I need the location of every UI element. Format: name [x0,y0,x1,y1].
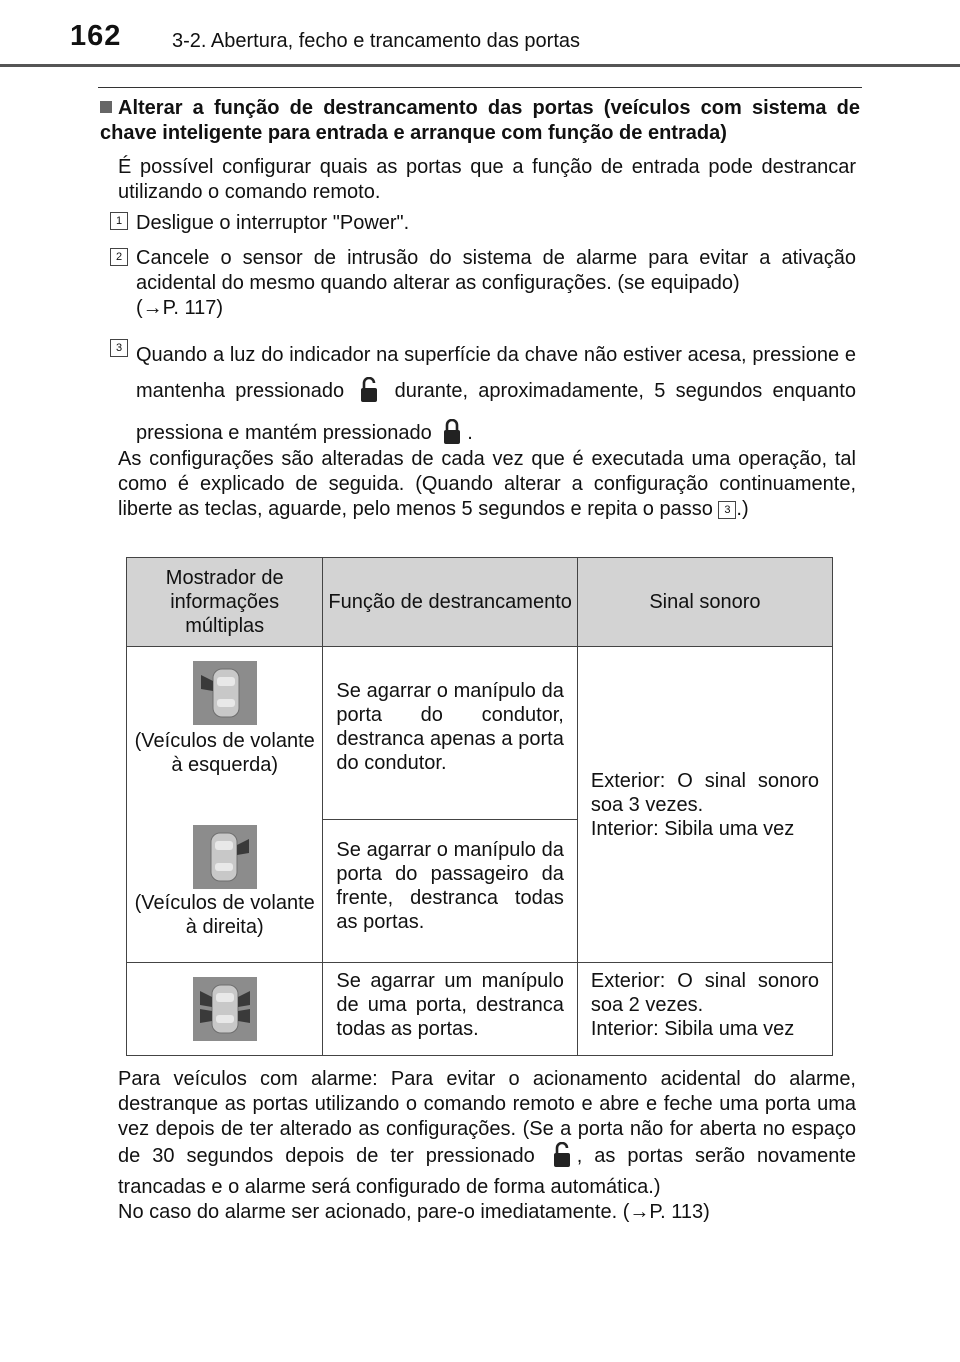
sound-cell [577,963,832,1056]
alarm-note-paragraph [118,1067,856,1225]
section-title: 3-2. Abertura, fecho e trancamento das portas [172,30,581,52]
step-3-number: 3 [110,339,128,357]
heading-text: Alterar a função de destrancamento das portas (veículos com sistema de chave inteligente para entrada e arranque com função de entrada) [100,97,860,144]
passenger-door-display-icon [193,825,257,889]
step-3-text-a: Quando a luz do indicador na superfície da chave não estiver acesa, pressione e mantenha pressionado [136,344,856,402]
table-header-row [127,558,833,647]
column-header-function: Função de destrancamento [323,558,577,647]
note-text: As configurações são alteradas de cada vez que é executada uma operação, tal como é explicado de seguida. (Quando alterar a configuração continuamente, liberte as teclas, aguarde, pelo menos 5 segundos e repita o passo [118,448,856,520]
function-cell [323,820,577,963]
step-3-text [136,337,856,457]
header-divider [0,64,960,67]
alarm-note-text-b: , as portas serão novamente trancadas e o alarme será configurado de forma automática.) [118,1145,857,1198]
function-all-text: Se agarrar um manípulo de uma porta, destranca todas as portas. [336,970,564,1040]
page-number: 162 [70,20,122,52]
step-2-text: Cancele o sensor de intrusão do sistema de alarme para evitar a ativação acidental do mesmo quando alterar as configurações. (se equipado) [136,247,856,294]
note-end: .) [736,498,749,520]
alarm-note-text-c: No caso do alarme ser acionado, pare-o imediatamente. (→P. 113) [118,1201,710,1223]
sound-exterior-text: Exterior: O sinal sonoro soa 3 vezes. [590,769,819,816]
table-row [127,963,833,1056]
function-cell [323,647,577,820]
all-doors-display-icon [193,977,257,1041]
step-1-number: 1 [110,212,128,230]
driver-door-display-icon [193,661,257,725]
step-3-text-c: . [467,422,473,444]
step-3-text-b: durante, aproximadamente, 5 segundos enquanto pressiona e mantém pressionado [136,380,856,444]
left-hand-drive-caption: (Veículos de volante à esquerda) [134,730,315,776]
alarm-note-text-a: Para veículos com alarme: Para evitar o acionamento acidental do alarme, destranque as portas utilizando o comando remoto e abre e feche uma porta uma vez depois de ter alterado as configurações. (Se a porta não for aberta no espaço de 30 segundos depois de ter pressionado [118,1068,856,1167]
step-2-ref: (→P. 117) [136,297,224,319]
display-cell [127,647,323,963]
note-step-ref: 3 [718,501,736,519]
sound-interior-text: Interior: Sibila uma vez [590,817,795,840]
step-2-number: 2 [110,248,128,266]
sound-cell [577,647,832,963]
unlock-icon [360,377,378,415]
page-header [0,0,960,68]
column-header-sound: Sinal sonoro [577,558,832,647]
sound-exterior-text: Exterior: O sinal sonoro soa 2 vezes. [590,970,819,1016]
function-driver-text: Se agarrar o manípulo da porta do condutor, destranca apenas a porta do condutor. [336,680,564,774]
intro-paragraph: É possível configurar quais as portas que a função de entrada pode destrancar utilizando o comando remoto. [118,156,856,203]
column-header-display: Mostrador de informações múltiplas [127,558,323,647]
function-passenger-text: Se agarrar o manípulo da porta do passageiro da frente, destranca todas as portas. [336,839,564,933]
function-cell [323,963,577,1056]
subsection-heading [100,96,860,146]
step-1-text: Desligue o interruptor "Power". [136,212,410,234]
note-paragraph [118,447,856,522]
unlock-icon [553,1142,571,1175]
table-row [127,647,833,820]
sound-interior-text: Interior: Sibila uma vez [590,1018,795,1040]
display-cell [127,963,323,1056]
settings-table [126,557,833,1056]
square-bullet-icon [100,101,112,113]
section-divider [98,87,862,88]
right-hand-drive-caption: (Veículos de volante à direita) [134,892,315,938]
